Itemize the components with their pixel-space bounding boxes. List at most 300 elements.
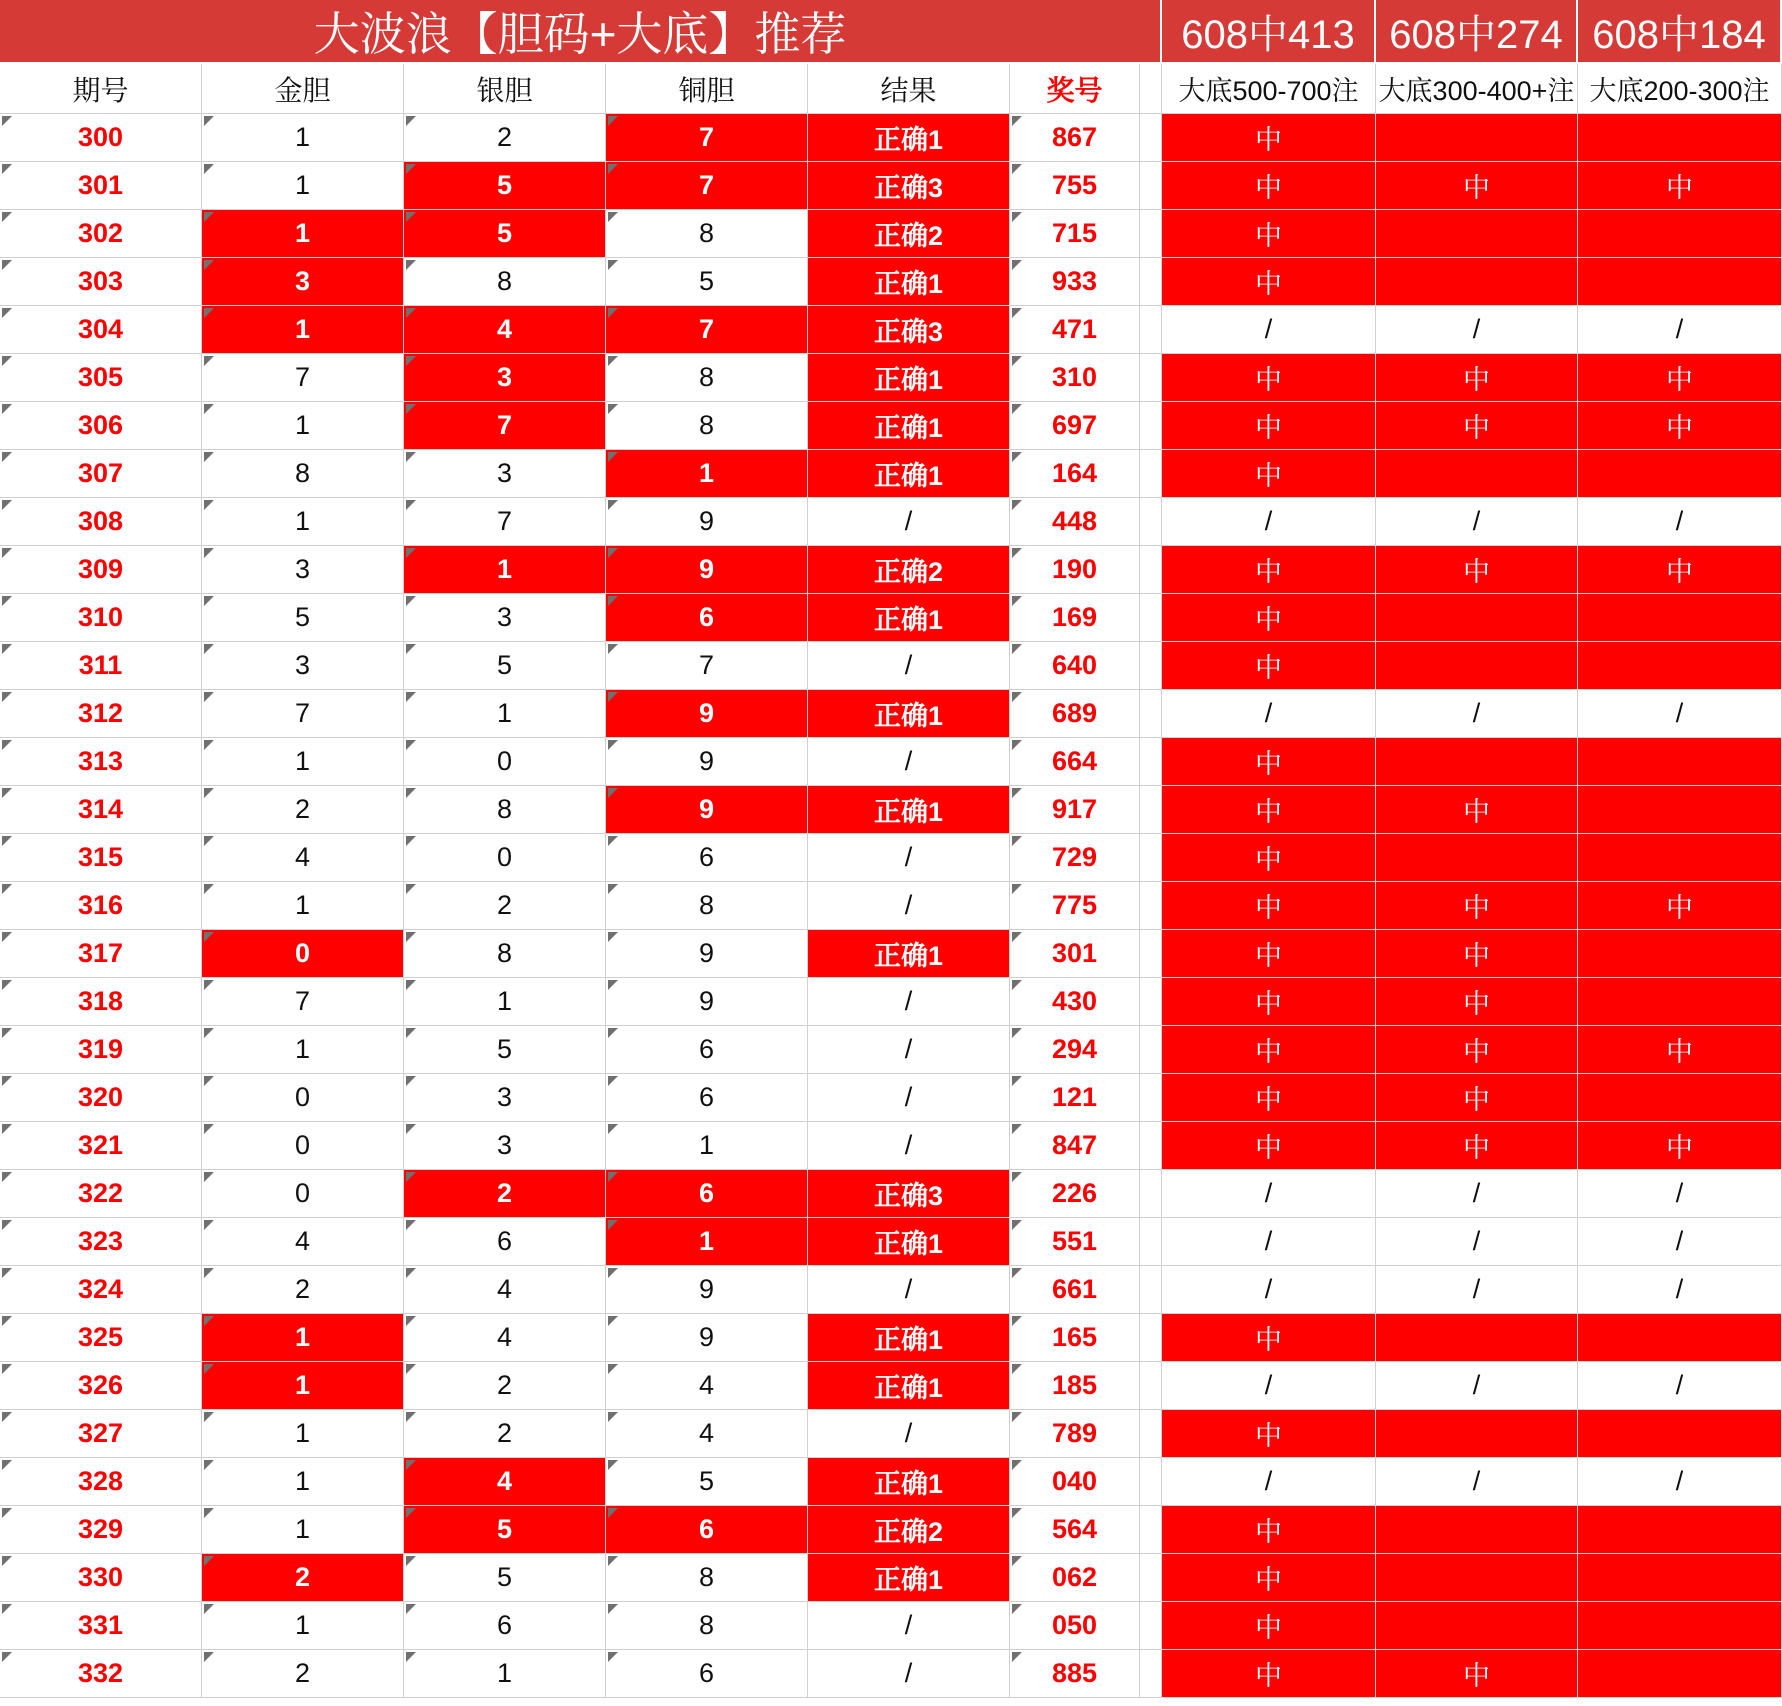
bronze-cell[interactable]: 8 xyxy=(606,354,808,402)
p2-cell[interactable]: / xyxy=(1376,498,1578,546)
p2-cell[interactable]: 中 xyxy=(1376,786,1578,834)
issue-cell[interactable]: 304 xyxy=(0,306,202,354)
p1-cell[interactable]: 中 xyxy=(1162,738,1376,786)
bronze-cell[interactable]: 6 xyxy=(606,594,808,642)
gold-cell[interactable]: 1 xyxy=(202,1410,404,1458)
prize-cell[interactable]: 062 xyxy=(1010,1554,1140,1602)
gold-cell[interactable]: 1 xyxy=(202,210,404,258)
result-cell[interactable]: / xyxy=(808,834,1010,882)
issue-cell[interactable]: 328 xyxy=(0,1458,202,1506)
plan-title-3[interactable]: 608中184 xyxy=(1578,0,1782,64)
prize-cell[interactable]: 689 xyxy=(1010,690,1140,738)
p3-cell[interactable] xyxy=(1578,642,1782,690)
gold-cell[interactable]: 1 xyxy=(202,1314,404,1362)
issue-cell[interactable]: 317 xyxy=(0,930,202,978)
prize-cell[interactable]: 847 xyxy=(1010,1122,1140,1170)
spacer-cell[interactable] xyxy=(1140,1218,1162,1266)
p1-cell[interactable]: 中 xyxy=(1162,162,1376,210)
p2-cell[interactable]: / xyxy=(1376,1362,1578,1410)
spacer-cell[interactable] xyxy=(1140,1410,1162,1458)
spacer-cell[interactable] xyxy=(1140,1650,1162,1698)
result-cell[interactable]: / xyxy=(808,1266,1010,1314)
prize-cell[interactable]: 430 xyxy=(1010,978,1140,1026)
p2-cell[interactable]: 中 xyxy=(1376,162,1578,210)
issue-cell[interactable]: 311 xyxy=(0,642,202,690)
gold-cell[interactable]: 7 xyxy=(202,690,404,738)
issue-cell[interactable]: 319 xyxy=(0,1026,202,1074)
p3-cell[interactable]: 中 xyxy=(1578,162,1782,210)
result-cell[interactable]: 正确3 xyxy=(808,306,1010,354)
p1-cell[interactable]: 中 xyxy=(1162,978,1376,1026)
issue-cell[interactable]: 330 xyxy=(0,1554,202,1602)
gold-cell[interactable]: 2 xyxy=(202,1266,404,1314)
spacer-cell[interactable] xyxy=(1140,1074,1162,1122)
bronze-cell[interactable]: 1 xyxy=(606,450,808,498)
issue-cell[interactable]: 325 xyxy=(0,1314,202,1362)
result-cell[interactable]: 正确1 xyxy=(808,450,1010,498)
p2-cell[interactable] xyxy=(1376,210,1578,258)
result-cell[interactable]: 正确1 xyxy=(808,1458,1010,1506)
p3-cell[interactable] xyxy=(1578,786,1782,834)
gold-cell[interactable]: 4 xyxy=(202,834,404,882)
bronze-cell[interactable]: 9 xyxy=(606,786,808,834)
issue-cell[interactable]: 313 xyxy=(0,738,202,786)
prize-cell[interactable]: 226 xyxy=(1010,1170,1140,1218)
p3-cell[interactable] xyxy=(1578,210,1782,258)
issue-cell[interactable]: 315 xyxy=(0,834,202,882)
p1-cell[interactable]: / xyxy=(1162,1362,1376,1410)
p3-cell[interactable]: / xyxy=(1578,1218,1782,1266)
p2-cell[interactable] xyxy=(1376,642,1578,690)
silver-cell[interactable]: 8 xyxy=(404,930,606,978)
p1-cell[interactable]: / xyxy=(1162,498,1376,546)
issue-cell[interactable]: 307 xyxy=(0,450,202,498)
result-cell[interactable]: 正确1 xyxy=(808,1362,1010,1410)
bronze-cell[interactable]: 6 xyxy=(606,1506,808,1554)
silver-cell[interactable]: 2 xyxy=(404,114,606,162)
prize-cell[interactable]: 789 xyxy=(1010,1410,1140,1458)
p2-cell[interactable]: 中 xyxy=(1376,1026,1578,1074)
issue-cell[interactable]: 305 xyxy=(0,354,202,402)
p3-cell[interactable]: / xyxy=(1578,498,1782,546)
prize-cell[interactable]: 661 xyxy=(1010,1266,1140,1314)
result-cell[interactable]: 正确2 xyxy=(808,1506,1010,1554)
header-silver[interactable]: 银胆 xyxy=(404,64,606,114)
spacer-cell[interactable] xyxy=(1140,306,1162,354)
issue-cell[interactable]: 308 xyxy=(0,498,202,546)
p1-cell[interactable]: 中 xyxy=(1162,786,1376,834)
spacer-cell[interactable] xyxy=(1140,258,1162,306)
p2-cell[interactable] xyxy=(1376,1410,1578,1458)
p3-cell[interactable] xyxy=(1578,978,1782,1026)
p1-cell[interactable]: 中 xyxy=(1162,1602,1376,1650)
silver-cell[interactable]: 7 xyxy=(404,498,606,546)
silver-cell[interactable]: 3 xyxy=(404,594,606,642)
p2-cell[interactable] xyxy=(1376,114,1578,162)
gold-cell[interactable]: 1 xyxy=(202,162,404,210)
p1-cell[interactable]: / xyxy=(1162,1218,1376,1266)
spacer-cell[interactable] xyxy=(1140,162,1162,210)
header-spacer[interactable] xyxy=(1140,64,1162,114)
p1-cell[interactable]: 中 xyxy=(1162,930,1376,978)
silver-cell[interactable]: 1 xyxy=(404,1650,606,1698)
bronze-cell[interactable]: 9 xyxy=(606,546,808,594)
p3-cell[interactable] xyxy=(1578,114,1782,162)
issue-cell[interactable]: 322 xyxy=(0,1170,202,1218)
p3-cell[interactable] xyxy=(1578,1554,1782,1602)
silver-cell[interactable]: 5 xyxy=(404,162,606,210)
gold-cell[interactable]: 3 xyxy=(202,642,404,690)
p2-cell[interactable]: / xyxy=(1376,1170,1578,1218)
gold-cell[interactable]: 1 xyxy=(202,1506,404,1554)
gold-cell[interactable]: 1 xyxy=(202,306,404,354)
bronze-cell[interactable]: 9 xyxy=(606,498,808,546)
p3-cell[interactable]: 中 xyxy=(1578,354,1782,402)
silver-cell[interactable]: 2 xyxy=(404,1362,606,1410)
result-cell[interactable]: 正确1 xyxy=(808,690,1010,738)
prize-cell[interactable]: 310 xyxy=(1010,354,1140,402)
prize-cell[interactable]: 050 xyxy=(1010,1602,1140,1650)
gold-cell[interactable]: 2 xyxy=(202,1554,404,1602)
issue-cell[interactable]: 329 xyxy=(0,1506,202,1554)
bronze-cell[interactable]: 6 xyxy=(606,1170,808,1218)
silver-cell[interactable]: 5 xyxy=(404,1026,606,1074)
p3-cell[interactable]: 中 xyxy=(1578,882,1782,930)
result-cell[interactable]: 正确3 xyxy=(808,162,1010,210)
bronze-cell[interactable]: 1 xyxy=(606,1122,808,1170)
bronze-cell[interactable]: 9 xyxy=(606,1314,808,1362)
prize-cell[interactable]: 755 xyxy=(1010,162,1140,210)
silver-cell[interactable]: 3 xyxy=(404,1074,606,1122)
p1-cell[interactable]: 中 xyxy=(1162,642,1376,690)
p2-cell[interactable] xyxy=(1376,1554,1578,1602)
result-cell[interactable]: 正确1 xyxy=(808,402,1010,450)
p2-cell[interactable] xyxy=(1376,1506,1578,1554)
p2-cell[interactable]: 中 xyxy=(1376,354,1578,402)
header-gold[interactable]: 金胆 xyxy=(202,64,404,114)
spacer-cell[interactable] xyxy=(1140,786,1162,834)
p1-cell[interactable]: 中 xyxy=(1162,402,1376,450)
spacer-cell[interactable] xyxy=(1140,882,1162,930)
p3-cell[interactable]: 中 xyxy=(1578,1122,1782,1170)
p2-cell[interactable]: 中 xyxy=(1376,1074,1578,1122)
prize-cell[interactable]: 448 xyxy=(1010,498,1140,546)
spacer-cell[interactable] xyxy=(1140,834,1162,882)
prize-cell[interactable]: 715 xyxy=(1010,210,1140,258)
p3-cell[interactable] xyxy=(1578,738,1782,786)
header-plan-2[interactable]: 大底300-400+注 xyxy=(1376,64,1578,114)
bronze-cell[interactable]: 7 xyxy=(606,114,808,162)
bronze-cell[interactable]: 8 xyxy=(606,1554,808,1602)
silver-cell[interactable]: 8 xyxy=(404,786,606,834)
spacer-cell[interactable] xyxy=(1140,1170,1162,1218)
gold-cell[interactable]: 3 xyxy=(202,258,404,306)
prize-cell[interactable]: 165 xyxy=(1010,1314,1140,1362)
spacer-cell[interactable] xyxy=(1140,1554,1162,1602)
p3-cell[interactable] xyxy=(1578,1074,1782,1122)
result-cell[interactable]: / xyxy=(808,738,1010,786)
prize-cell[interactable]: 471 xyxy=(1010,306,1140,354)
issue-cell[interactable]: 321 xyxy=(0,1122,202,1170)
issue-cell[interactable]: 310 xyxy=(0,594,202,642)
silver-cell[interactable]: 5 xyxy=(404,210,606,258)
p3-cell[interactable] xyxy=(1578,594,1782,642)
p1-cell[interactable]: / xyxy=(1162,1458,1376,1506)
result-cell[interactable]: / xyxy=(808,1650,1010,1698)
p2-cell[interactable]: 中 xyxy=(1376,978,1578,1026)
plan-title-1[interactable]: 608中413 xyxy=(1162,0,1376,64)
gold-cell[interactable]: 0 xyxy=(202,1074,404,1122)
gold-cell[interactable]: 0 xyxy=(202,930,404,978)
p1-cell[interactable]: 中 xyxy=(1162,1410,1376,1458)
p2-cell[interactable] xyxy=(1376,450,1578,498)
p2-cell[interactable]: / xyxy=(1376,1458,1578,1506)
bronze-cell[interactable]: 7 xyxy=(606,162,808,210)
p3-cell[interactable]: / xyxy=(1578,1458,1782,1506)
p1-cell[interactable]: 中 xyxy=(1162,594,1376,642)
bronze-cell[interactable]: 8 xyxy=(606,210,808,258)
silver-cell[interactable]: 4 xyxy=(404,306,606,354)
prize-cell[interactable]: 169 xyxy=(1010,594,1140,642)
prize-cell[interactable]: 885 xyxy=(1010,1650,1140,1698)
p3-cell[interactable]: / xyxy=(1578,1170,1782,1218)
bronze-cell[interactable]: 5 xyxy=(606,258,808,306)
bronze-cell[interactable]: 9 xyxy=(606,738,808,786)
p2-cell[interactable]: / xyxy=(1376,306,1578,354)
result-cell[interactable]: / xyxy=(808,1026,1010,1074)
p3-cell[interactable]: 中 xyxy=(1578,546,1782,594)
spacer-cell[interactable] xyxy=(1140,930,1162,978)
bronze-cell[interactable]: 5 xyxy=(606,1458,808,1506)
bronze-cell[interactable]: 8 xyxy=(606,1602,808,1650)
spacer-cell[interactable] xyxy=(1140,1122,1162,1170)
silver-cell[interactable]: 0 xyxy=(404,834,606,882)
p2-cell[interactable]: 中 xyxy=(1376,930,1578,978)
p2-cell[interactable]: 中 xyxy=(1376,546,1578,594)
p3-cell[interactable]: / xyxy=(1578,690,1782,738)
bronze-cell[interactable]: 9 xyxy=(606,1266,808,1314)
p2-cell[interactable]: / xyxy=(1376,1218,1578,1266)
silver-cell[interactable]: 6 xyxy=(404,1602,606,1650)
issue-cell[interactable]: 300 xyxy=(0,114,202,162)
issue-cell[interactable]: 303 xyxy=(0,258,202,306)
result-cell[interactable]: / xyxy=(808,1074,1010,1122)
spacer-cell[interactable] xyxy=(1140,354,1162,402)
prize-cell[interactable]: 294 xyxy=(1010,1026,1140,1074)
bronze-cell[interactable]: 9 xyxy=(606,690,808,738)
silver-cell[interactable]: 1 xyxy=(404,690,606,738)
p3-cell[interactable]: 中 xyxy=(1578,1026,1782,1074)
spacer-cell[interactable] xyxy=(1140,450,1162,498)
spacer-cell[interactable] xyxy=(1140,402,1162,450)
gold-cell[interactable]: 7 xyxy=(202,978,404,1026)
result-cell[interactable]: / xyxy=(808,882,1010,930)
header-plan-1[interactable]: 大底500-700注 xyxy=(1162,64,1376,114)
silver-cell[interactable]: 5 xyxy=(404,642,606,690)
spacer-cell[interactable] xyxy=(1140,1314,1162,1362)
prize-cell[interactable]: 775 xyxy=(1010,882,1140,930)
p3-cell[interactable]: / xyxy=(1578,1266,1782,1314)
result-cell[interactable]: 正确1 xyxy=(808,1554,1010,1602)
spacer-cell[interactable] xyxy=(1140,1458,1162,1506)
issue-cell[interactable]: 302 xyxy=(0,210,202,258)
p1-cell[interactable]: 中 xyxy=(1162,1554,1376,1602)
result-cell[interactable]: 正确1 xyxy=(808,930,1010,978)
spacer-cell[interactable] xyxy=(1140,210,1162,258)
bronze-cell[interactable]: 6 xyxy=(606,834,808,882)
bronze-cell[interactable]: 4 xyxy=(606,1410,808,1458)
prize-cell[interactable]: 040 xyxy=(1010,1458,1140,1506)
p1-cell[interactable]: 中 xyxy=(1162,882,1376,930)
gold-cell[interactable]: 8 xyxy=(202,450,404,498)
spacer-cell[interactable] xyxy=(1140,1026,1162,1074)
silver-cell[interactable]: 8 xyxy=(404,258,606,306)
silver-cell[interactable]: 3 xyxy=(404,450,606,498)
silver-cell[interactable]: 3 xyxy=(404,1122,606,1170)
p1-cell[interactable]: 中 xyxy=(1162,1650,1376,1698)
p1-cell[interactable]: 中 xyxy=(1162,1026,1376,1074)
silver-cell[interactable]: 5 xyxy=(404,1506,606,1554)
gold-cell[interactable]: 1 xyxy=(202,882,404,930)
p2-cell[interactable] xyxy=(1376,738,1578,786)
p2-cell[interactable] xyxy=(1376,258,1578,306)
prize-cell[interactable]: 729 xyxy=(1010,834,1140,882)
gold-cell[interactable]: 1 xyxy=(202,498,404,546)
issue-cell[interactable]: 320 xyxy=(0,1074,202,1122)
issue-cell[interactable]: 314 xyxy=(0,786,202,834)
p2-cell[interactable]: / xyxy=(1376,1266,1578,1314)
prize-cell[interactable]: 551 xyxy=(1010,1218,1140,1266)
result-cell[interactable]: 正确1 xyxy=(808,114,1010,162)
prize-cell[interactable]: 867 xyxy=(1010,114,1140,162)
bronze-cell[interactable]: 9 xyxy=(606,930,808,978)
gold-cell[interactable]: 1 xyxy=(202,1602,404,1650)
result-cell[interactable]: / xyxy=(808,1410,1010,1458)
p3-cell[interactable] xyxy=(1578,450,1782,498)
p1-cell[interactable]: 中 xyxy=(1162,1314,1376,1362)
issue-cell[interactable]: 318 xyxy=(0,978,202,1026)
spacer-cell[interactable] xyxy=(1140,1266,1162,1314)
gold-cell[interactable]: 1 xyxy=(202,1026,404,1074)
issue-cell[interactable]: 326 xyxy=(0,1362,202,1410)
result-cell[interactable]: / xyxy=(808,642,1010,690)
issue-cell[interactable]: 306 xyxy=(0,402,202,450)
p1-cell[interactable]: / xyxy=(1162,690,1376,738)
prize-cell[interactable]: 933 xyxy=(1010,258,1140,306)
prize-cell[interactable]: 917 xyxy=(1010,786,1140,834)
spacer-cell[interactable] xyxy=(1140,1602,1162,1650)
bronze-cell[interactable]: 6 xyxy=(606,1026,808,1074)
p2-cell[interactable] xyxy=(1376,1314,1578,1362)
issue-cell[interactable]: 331 xyxy=(0,1602,202,1650)
p3-cell[interactable]: / xyxy=(1578,306,1782,354)
p1-cell[interactable]: 中 xyxy=(1162,546,1376,594)
result-cell[interactable]: 正确3 xyxy=(808,1170,1010,1218)
prize-cell[interactable]: 664 xyxy=(1010,738,1140,786)
issue-cell[interactable]: 327 xyxy=(0,1410,202,1458)
silver-cell[interactable]: 2 xyxy=(404,1170,606,1218)
spacer-cell[interactable] xyxy=(1140,546,1162,594)
p2-cell[interactable]: 中 xyxy=(1376,1122,1578,1170)
p2-cell[interactable] xyxy=(1376,1602,1578,1650)
prize-cell[interactable]: 640 xyxy=(1010,642,1140,690)
spacer-cell[interactable] xyxy=(1140,1506,1162,1554)
spacer-cell[interactable] xyxy=(1140,978,1162,1026)
bronze-cell[interactable]: 8 xyxy=(606,882,808,930)
bronze-cell[interactable]: 8 xyxy=(606,402,808,450)
p3-cell[interactable] xyxy=(1578,1506,1782,1554)
bronze-cell[interactable]: 9 xyxy=(606,978,808,1026)
gold-cell[interactable]: 1 xyxy=(202,114,404,162)
bronze-cell[interactable]: 4 xyxy=(606,1362,808,1410)
prize-cell[interactable]: 697 xyxy=(1010,402,1140,450)
silver-cell[interactable]: 1 xyxy=(404,978,606,1026)
result-cell[interactable]: 正确2 xyxy=(808,210,1010,258)
spacer-cell[interactable] xyxy=(1140,114,1162,162)
result-cell[interactable]: 正确1 xyxy=(808,1314,1010,1362)
silver-cell[interactable]: 4 xyxy=(404,1266,606,1314)
bronze-cell[interactable]: 7 xyxy=(606,306,808,354)
p1-cell[interactable]: 中 xyxy=(1162,450,1376,498)
plan-title-2[interactable]: 608中274 xyxy=(1376,0,1578,64)
silver-cell[interactable]: 3 xyxy=(404,354,606,402)
p3-cell[interactable]: 中 xyxy=(1578,402,1782,450)
header-plan-3[interactable]: 大底200-300注 xyxy=(1578,64,1782,114)
prize-cell[interactable]: 164 xyxy=(1010,450,1140,498)
header-result[interactable]: 结果 xyxy=(808,64,1010,114)
result-cell[interactable]: 正确1 xyxy=(808,594,1010,642)
p1-cell[interactable]: 中 xyxy=(1162,1506,1376,1554)
p1-cell[interactable]: 中 xyxy=(1162,258,1376,306)
result-cell[interactable]: 正确1 xyxy=(808,354,1010,402)
result-cell[interactable]: / xyxy=(808,1602,1010,1650)
p2-cell[interactable]: 中 xyxy=(1376,882,1578,930)
silver-cell[interactable]: 7 xyxy=(404,402,606,450)
p3-cell[interactable] xyxy=(1578,258,1782,306)
bronze-cell[interactable]: 1 xyxy=(606,1218,808,1266)
p3-cell[interactable] xyxy=(1578,930,1782,978)
bronze-cell[interactable]: 6 xyxy=(606,1074,808,1122)
gold-cell[interactable]: 0 xyxy=(202,1122,404,1170)
gold-cell[interactable]: 0 xyxy=(202,1170,404,1218)
gold-cell[interactable]: 4 xyxy=(202,1218,404,1266)
p2-cell[interactable]: / xyxy=(1376,690,1578,738)
p3-cell[interactable] xyxy=(1578,1410,1782,1458)
prize-cell[interactable]: 301 xyxy=(1010,930,1140,978)
silver-cell[interactable]: 4 xyxy=(404,1458,606,1506)
spacer-cell[interactable] xyxy=(1140,1362,1162,1410)
p1-cell[interactable]: / xyxy=(1162,1266,1376,1314)
bronze-cell[interactable]: 6 xyxy=(606,1650,808,1698)
prize-cell[interactable]: 121 xyxy=(1010,1074,1140,1122)
silver-cell[interactable]: 4 xyxy=(404,1314,606,1362)
p1-cell[interactable]: 中 xyxy=(1162,354,1376,402)
spacer-cell[interactable] xyxy=(1140,738,1162,786)
gold-cell[interactable]: 5 xyxy=(202,594,404,642)
spacer-cell[interactable] xyxy=(1140,594,1162,642)
result-cell[interactable]: 正确1 xyxy=(808,1218,1010,1266)
p3-cell[interactable] xyxy=(1578,1314,1782,1362)
prize-cell[interactable]: 564 xyxy=(1010,1506,1140,1554)
result-cell[interactable]: 正确1 xyxy=(808,786,1010,834)
prize-cell[interactable]: 185 xyxy=(1010,1362,1140,1410)
issue-cell[interactable]: 332 xyxy=(0,1650,202,1698)
p1-cell[interactable]: / xyxy=(1162,306,1376,354)
p1-cell[interactable]: 中 xyxy=(1162,1074,1376,1122)
p3-cell[interactable] xyxy=(1578,834,1782,882)
issue-cell[interactable]: 309 xyxy=(0,546,202,594)
spacer-cell[interactable] xyxy=(1140,498,1162,546)
